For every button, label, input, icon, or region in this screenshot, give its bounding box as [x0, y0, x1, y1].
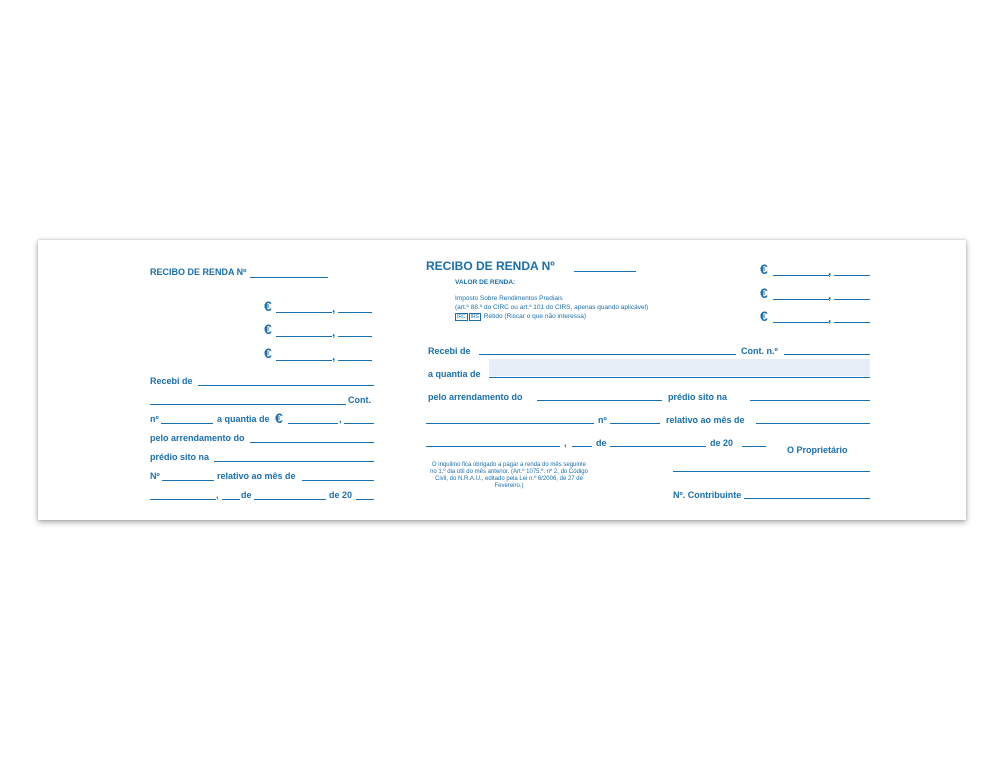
main-title: RECIBO DE RENDA Nº [426, 259, 555, 273]
stub-de-label: de [241, 490, 252, 500]
stub-date-comma: , [216, 490, 219, 500]
stub-euro-2: € [264, 321, 272, 337]
stub-amount-2-euros[interactable] [276, 336, 332, 337]
main-relativo-label: relativo ao mês de [666, 415, 745, 425]
imposto-label: Imposto Sobre Rendimentos Prediais [455, 295, 563, 302]
main-de-label: de [596, 438, 607, 448]
main-month-field[interactable] [610, 446, 706, 447]
main-n-label: nº [598, 415, 607, 425]
stub-cont-label: Cont. [348, 395, 371, 405]
main-date-comma: , [564, 438, 567, 448]
legal-note: O inquilino fica obrigado a pagar a renda do mês seguinte no 1.º dia útil do mês anterior. (Art.º 1075.º, nº 2, do Código Civil, do N.R.A.U., editado pela Lei n.º 6/2006, de 27 de Fevereiro.) [430, 462, 588, 489]
stub-comma-1: , [332, 301, 336, 315]
main-euro-1: € [760, 261, 768, 277]
main-amount-2-cents[interactable] [834, 299, 870, 300]
stub-month-field[interactable] [254, 499, 326, 500]
main-cont-field[interactable] [784, 354, 870, 355]
stub-year-field[interactable] [356, 499, 374, 500]
irs-box[interactable]: IRS [470, 314, 479, 320]
stub-n-field[interactable] [161, 423, 213, 424]
stub-comma-3: , [332, 349, 336, 363]
stub-de20-label: de 20 [329, 490, 353, 500]
main-quantia-field[interactable] [489, 377, 870, 378]
stub-place-field[interactable] [150, 499, 216, 500]
main-address-field[interactable] [426, 423, 594, 424]
stub-predio-label: prédio sito na [150, 452, 210, 462]
main-receipt-number-line[interactable] [574, 271, 636, 272]
proprietario-label: O Proprietário [787, 445, 848, 455]
stub-amount-3-cents[interactable] [338, 360, 372, 361]
main-cont-label: Cont. n.º [741, 346, 778, 356]
stub-relativo-label: relativo ao mês de [217, 471, 296, 481]
main-amount-3-euros[interactable] [773, 322, 829, 323]
main-arrendamento-field[interactable] [537, 400, 662, 401]
stub-predio-field[interactable] [214, 461, 374, 462]
main-amount-2-euros[interactable] [773, 299, 829, 300]
stub-quantia-euro: € [275, 410, 283, 426]
stub-comma-2: , [332, 325, 336, 339]
main-euro-2: € [760, 285, 768, 301]
main-predio-label: prédio sito na [668, 392, 728, 402]
stub-amount-1-cents[interactable] [338, 312, 372, 313]
stub-quantia-euros-field[interactable] [288, 423, 338, 424]
irc-box[interactable]: IRC [457, 314, 466, 320]
stub-arrendamento-label: pelo arrendamento do [150, 433, 245, 443]
stub-euro-1: € [264, 298, 272, 314]
stub-title: RECIBO DE RENDA Nº [150, 267, 247, 277]
stub-n-label: nº [150, 414, 159, 424]
main-comma-3: , [828, 311, 832, 325]
stub-amount-1-euros[interactable] [276, 312, 332, 313]
main-n-field[interactable] [610, 423, 660, 424]
proprietario-signature-line[interactable] [673, 471, 870, 472]
stub-name-line-2[interactable] [150, 404, 346, 405]
main-predio-field[interactable] [750, 400, 870, 401]
stub-day-field[interactable] [222, 499, 240, 500]
stub-n2-label: Nº [150, 471, 160, 481]
art-label: (art.º 88.º do CIRC ou art.º 101 do CIRS, apenas quando aplicável) [455, 304, 649, 311]
stub-recebi-de-field[interactable] [198, 385, 374, 386]
main-comma-2: , [828, 288, 832, 302]
main-amount-1-cents[interactable] [834, 275, 870, 276]
stub-a-quantia-label: a quantia de [217, 414, 270, 424]
retido-row [455, 313, 586, 321]
main-amount-1-euros[interactable] [773, 275, 829, 276]
main-year-field[interactable] [742, 446, 766, 447]
contribuinte-field[interactable] [744, 498, 870, 499]
stub-receipt-number-line[interactable] [250, 277, 328, 278]
main-euro-3: € [760, 308, 768, 324]
main-comma-1: , [828, 264, 832, 278]
retido-label: Retido (Riscar o que não interessa) [483, 313, 587, 320]
stub-n2-field[interactable] [162, 480, 214, 481]
main-amount-3-cents[interactable] [834, 322, 870, 323]
receipt-sheet [38, 240, 966, 520]
main-de20-label: de 20 [710, 438, 734, 448]
stub-recebi-de-label: Recebi de [150, 376, 193, 386]
stub-relativo-field[interactable] [302, 480, 374, 481]
main-recebi-de-label: Recebi de [428, 346, 471, 356]
contribuinte-label: Nº. Contribuinte [673, 490, 742, 500]
main-recebi-de-field[interactable] [479, 354, 736, 355]
stub-quantia-cents-field[interactable] [344, 423, 374, 424]
stub-arrendamento-field[interactable] [250, 442, 374, 443]
valor-de-renda-label: VALOR DE RENDA: [455, 279, 516, 286]
stub-amount-3-euros[interactable] [276, 360, 332, 361]
main-arrendamento-label: pelo arrendamento do [428, 392, 523, 402]
stub-euro-3: € [264, 345, 272, 361]
stub-quantia-comma: , [339, 414, 342, 424]
main-a-quantia-label: a quantia de [428, 369, 481, 379]
main-relativo-field[interactable] [756, 423, 870, 424]
main-day-field[interactable] [572, 446, 592, 447]
quantia-shade [489, 359, 870, 376]
main-place-field[interactable] [426, 446, 560, 447]
stub-amount-2-cents[interactable] [338, 336, 372, 337]
